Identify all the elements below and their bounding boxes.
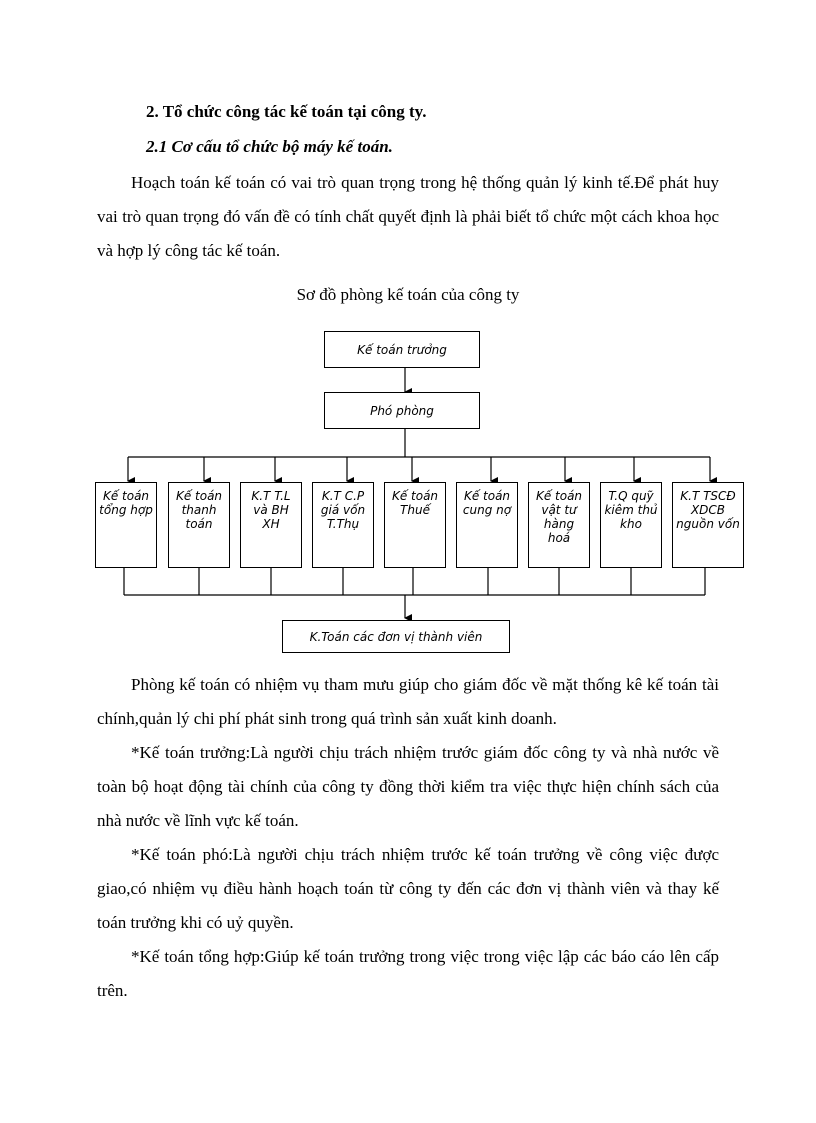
body-paragraph: *Kế toán tổng hợp:Giúp kế toán trưởng trong việc trong việc lập các báo cáo lên cấp trên. [97,947,719,1000]
unit-box: K.T TSCĐ XDCB nguồn vốn [672,482,744,568]
section-heading: 2. Tổ chức công tác kế toán tại công ty. [146,102,427,121]
unit-box: Kế toán thanh toán [168,482,230,568]
body-paragraph: *Kế toán phó:Là người chịu trách nhiệm trước kế toán trưởng về công việc được giao,có nhiệm vụ điều hành hoạch toán từ công ty đến các đơn vị thành viên và thay kế toán trưởng khi có uỷ quyền. [97,845,719,932]
unit-box: Kế toán vật tư hàng hoá [528,482,590,568]
subsection-heading: 2.1 Cơ cấu tổ chức bộ máy kế toán. [146,137,393,156]
unit-box: Kế toán tổng hợp [95,482,157,568]
body-paragraph: Phòng kế toán có nhiệm vụ tham mưu giúp cho giám đốc về mặt thống kê kế toán tài chính,quản lý chi phí phát sinh trong quá trình sản xuất kinh doanh. [97,675,719,728]
member-units-box: K.Toán các đơn vị thành viên [282,620,510,653]
body-paragraph: *Kế toán trưởng:Là người chịu trách nhiệm trước giám đốc công ty và nhà nước về toàn bộ hoạt động tài chính của công ty đồng thời kiểm tra việc thực hiện chính sách của nhà nước về lĩnh vực kế toán. [97,743,719,830]
unit-box: T.Q quỹ kiêm thủ kho [600,482,662,568]
intro-paragraph: Hoạch toán kế toán có vai trò quan trọng trong hệ thống quản lý kinh tế.Để phát huy vai trò quan trọng đó vấn đề có tính chất quyết định là phải biết tổ chức một cách khoa học và hợp lý công tác kế toán. [97,173,719,260]
unit-box: Kế toán cung nợ [456,482,518,568]
deputy-box: Phó phòng [324,392,480,429]
diagram-caption: Sơ đồ phòng kế toán của công ty [296,285,520,304]
unit-box: K.T T.L và BH XH [240,482,302,568]
unit-box: Kế toán Thuế [384,482,446,568]
unit-box: K.T C.P giá vốn T.Thụ [312,482,374,568]
chief-accountant-box: Kế toán trưởng [324,331,480,368]
